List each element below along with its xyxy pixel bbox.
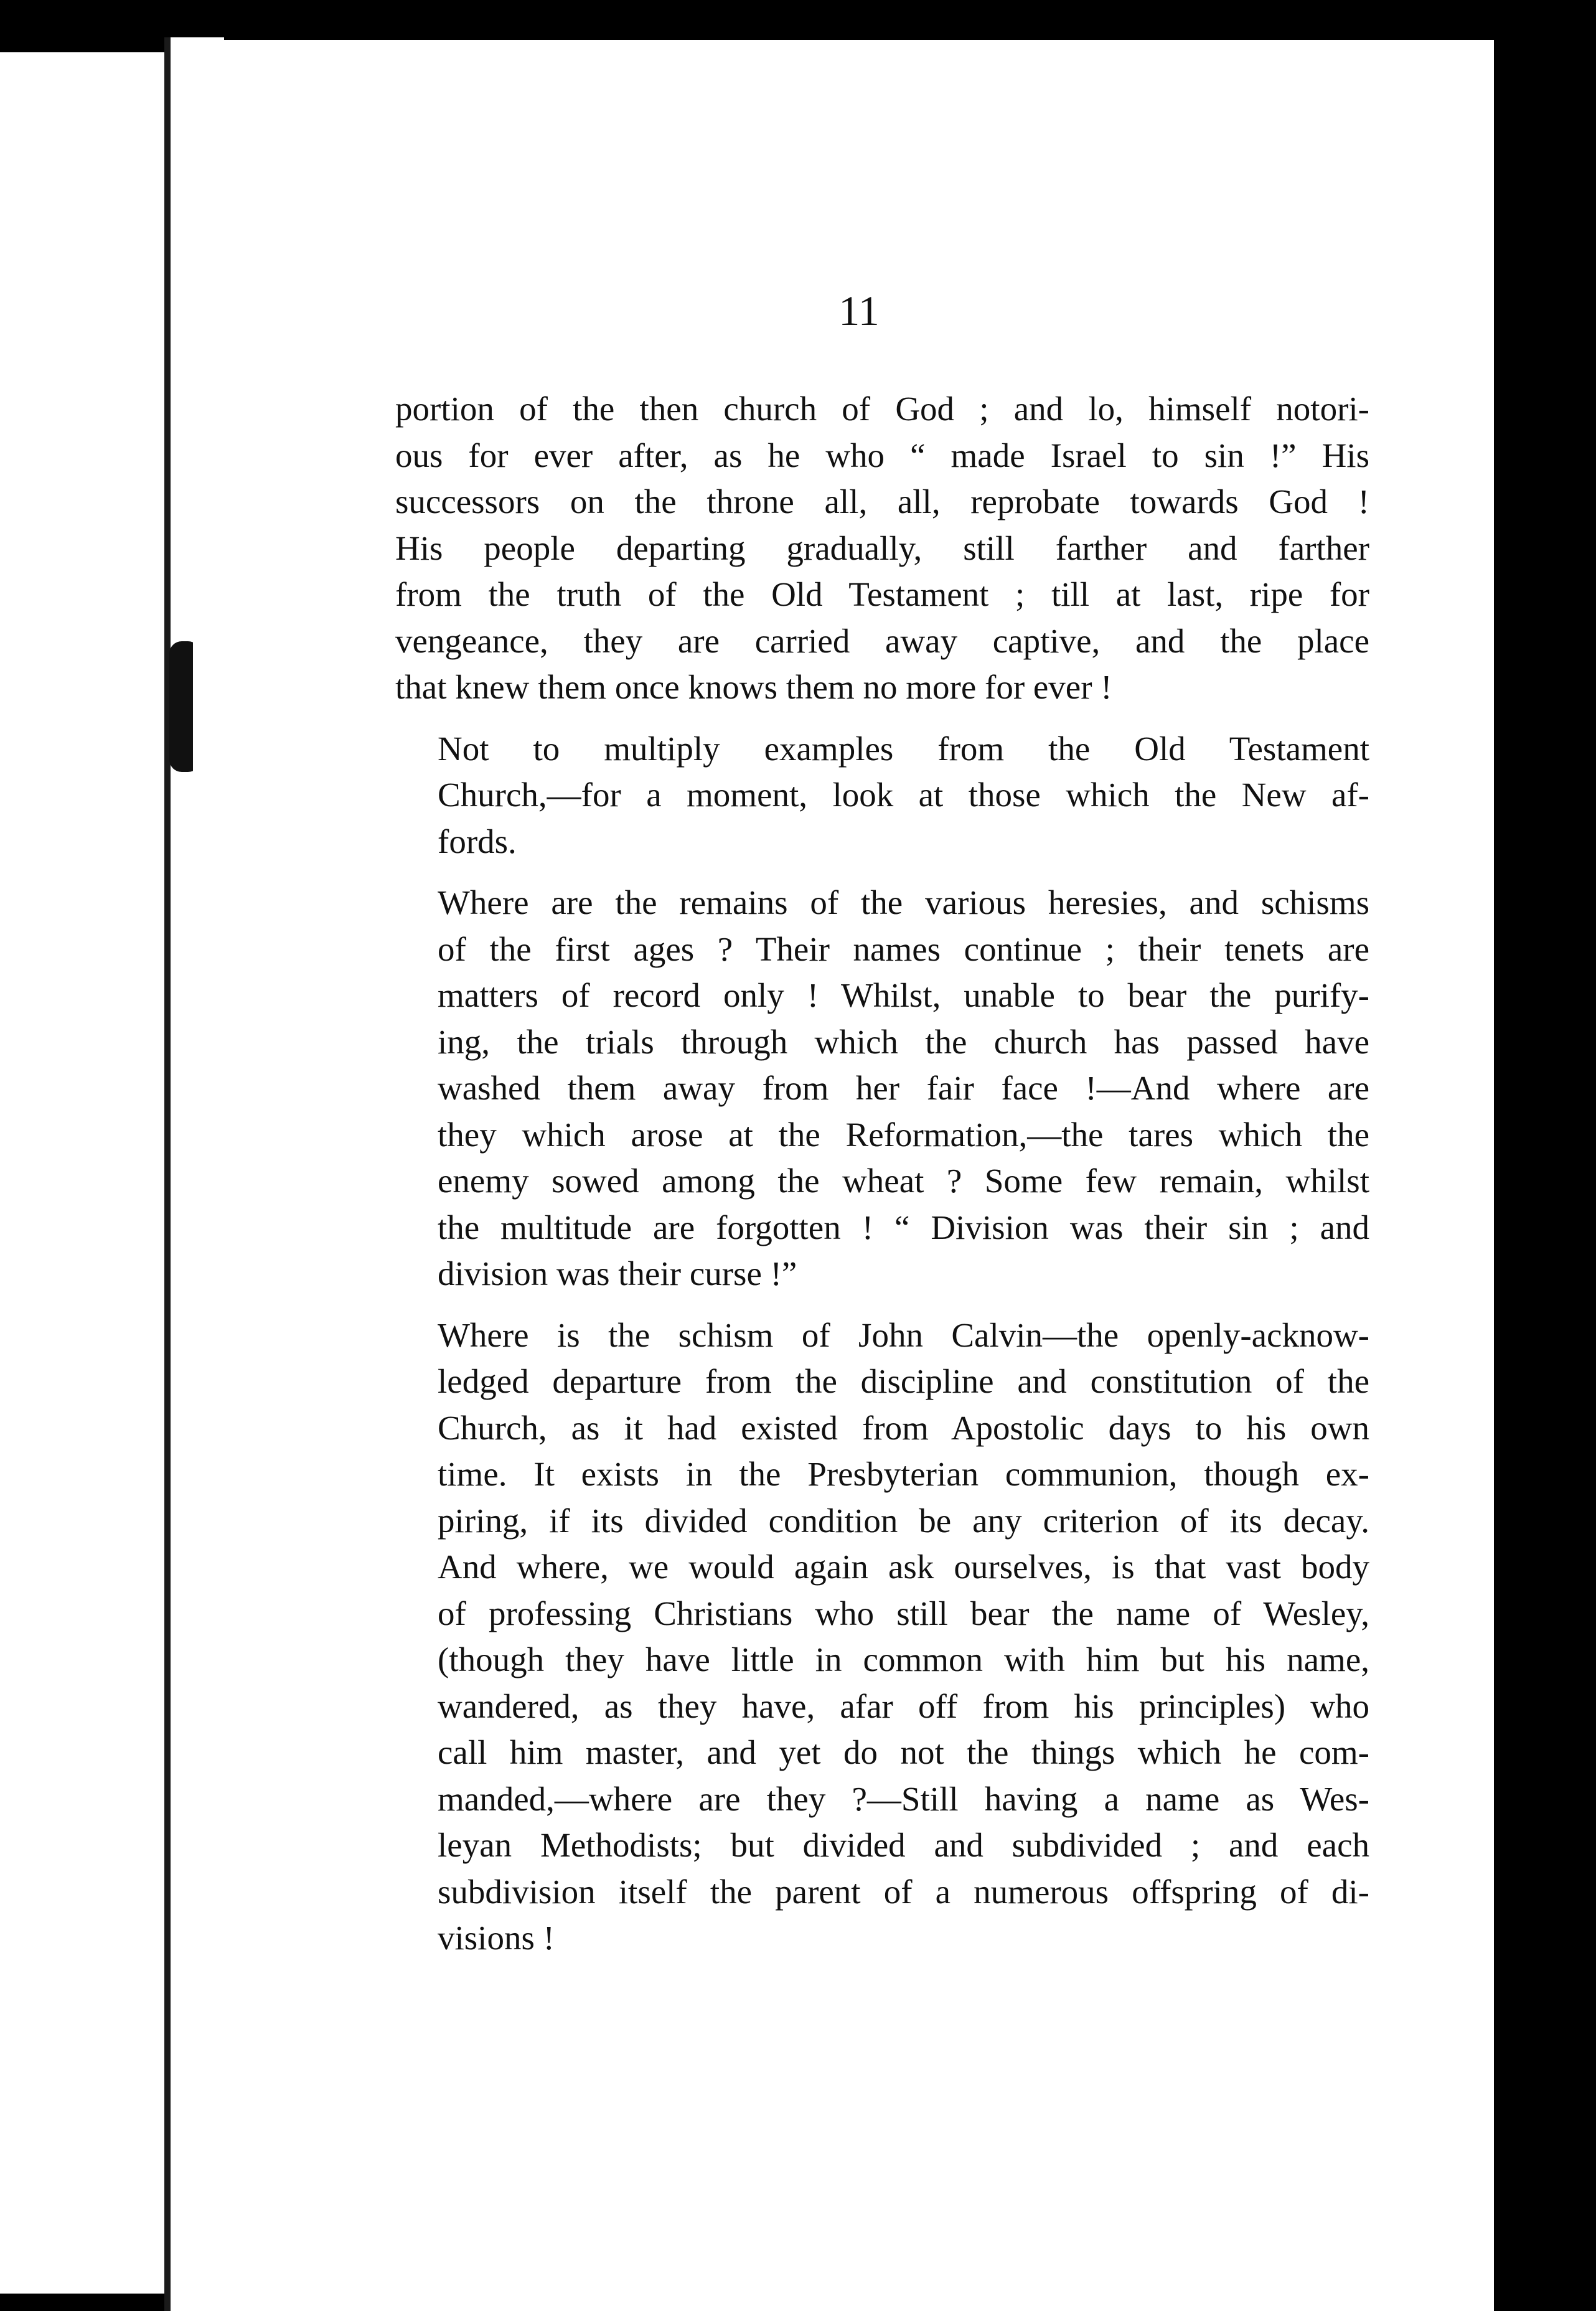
text-line: they which arose at the Reformation,—the tares which the bbox=[438, 1115, 1369, 1154]
page-right-edge bbox=[1494, 37, 1596, 2311]
text-line: (though they have little in common with him but his name, bbox=[438, 1640, 1369, 1678]
text-line: ledged departure from the discipline and constitution of the bbox=[438, 1362, 1369, 1400]
text-line: from the truth of the Old Testament ; till at last, ripe for bbox=[395, 575, 1369, 613]
text-line: portion of the then church of God ; and lo, himself notori- bbox=[395, 390, 1369, 428]
text-line: Church, as it had existed from Apostolic days to his own bbox=[438, 1408, 1369, 1447]
text-line: And where, we would again ask ourselves, is that vast body bbox=[438, 1548, 1369, 1586]
text-line: division was their curse !” bbox=[438, 1254, 797, 1292]
paragraph-4 bbox=[395, 1312, 1369, 1962]
page-body-text bbox=[395, 386, 1369, 1977]
text-line: Where are the remains of the various heresies, and schisms bbox=[438, 883, 1369, 921]
text-line: visions ! bbox=[438, 1919, 555, 1957]
text-line: Where is the schism of John Calvin—the openly-acknow- bbox=[438, 1316, 1369, 1354]
text-line: leyan Methodists; but divided and subdivided ; and each bbox=[438, 1826, 1369, 1864]
paragraph-1 bbox=[395, 386, 1369, 711]
text-line: vengeance, they are carried away captive, and the place bbox=[395, 621, 1369, 660]
text-line: enemy sowed among the wheat ? Some few remain, whilst bbox=[438, 1162, 1369, 1200]
text-line: ing, the trials through which the church has passed have bbox=[438, 1022, 1369, 1061]
text-line: piring, if its divided condition be any criterion of its decay. bbox=[438, 1501, 1369, 1540]
text-line: matters of record only ! Whilst, unable to bear the purify- bbox=[438, 976, 1369, 1014]
text-line: washed them away from her fair face !—And where are bbox=[438, 1069, 1369, 1107]
page-number: 11 bbox=[838, 287, 880, 334]
text-line: time. It exists in the Presbyterian communion, though ex- bbox=[438, 1455, 1369, 1493]
text-line: Not to multiply examples from the Old Testament bbox=[438, 729, 1369, 768]
text-line: manded,—where are they ?—Still having a name as Wes- bbox=[438, 1779, 1369, 1818]
text-line: fords. bbox=[438, 822, 517, 860]
paragraph-2 bbox=[395, 726, 1369, 865]
text-line: ous for ever after, as he who “ made Israel to sin !” His bbox=[395, 436, 1369, 474]
text-line: that knew them once knows them no more for ever ! bbox=[395, 668, 1112, 706]
text-line: subdivision itself the parent of a numerous offspring of di- bbox=[438, 1872, 1369, 1911]
text-line: of the first ages ? Their names continue ; their tenets are bbox=[438, 930, 1369, 968]
paragraph-3 bbox=[395, 880, 1369, 1297]
text-line: call him master, and yet do not the things which he com- bbox=[438, 1733, 1369, 1771]
facing-page-edge bbox=[0, 52, 164, 2294]
text-line: wandered, as they have, afar off from his principles) who bbox=[438, 1687, 1369, 1725]
text-line: Church,—for a moment, look at those which the New af- bbox=[438, 776, 1369, 814]
text-line: successors on the throne all, all, reprobate towards God ! bbox=[395, 482, 1369, 520]
text-line: His people departing gradually, still farther and farther bbox=[395, 529, 1369, 567]
text-line: of professing Christians who still bear the name of Wesley, bbox=[438, 1594, 1369, 1632]
text-line: the multitude are forgotten ! “ Division was their sin ; and bbox=[438, 1208, 1369, 1246]
